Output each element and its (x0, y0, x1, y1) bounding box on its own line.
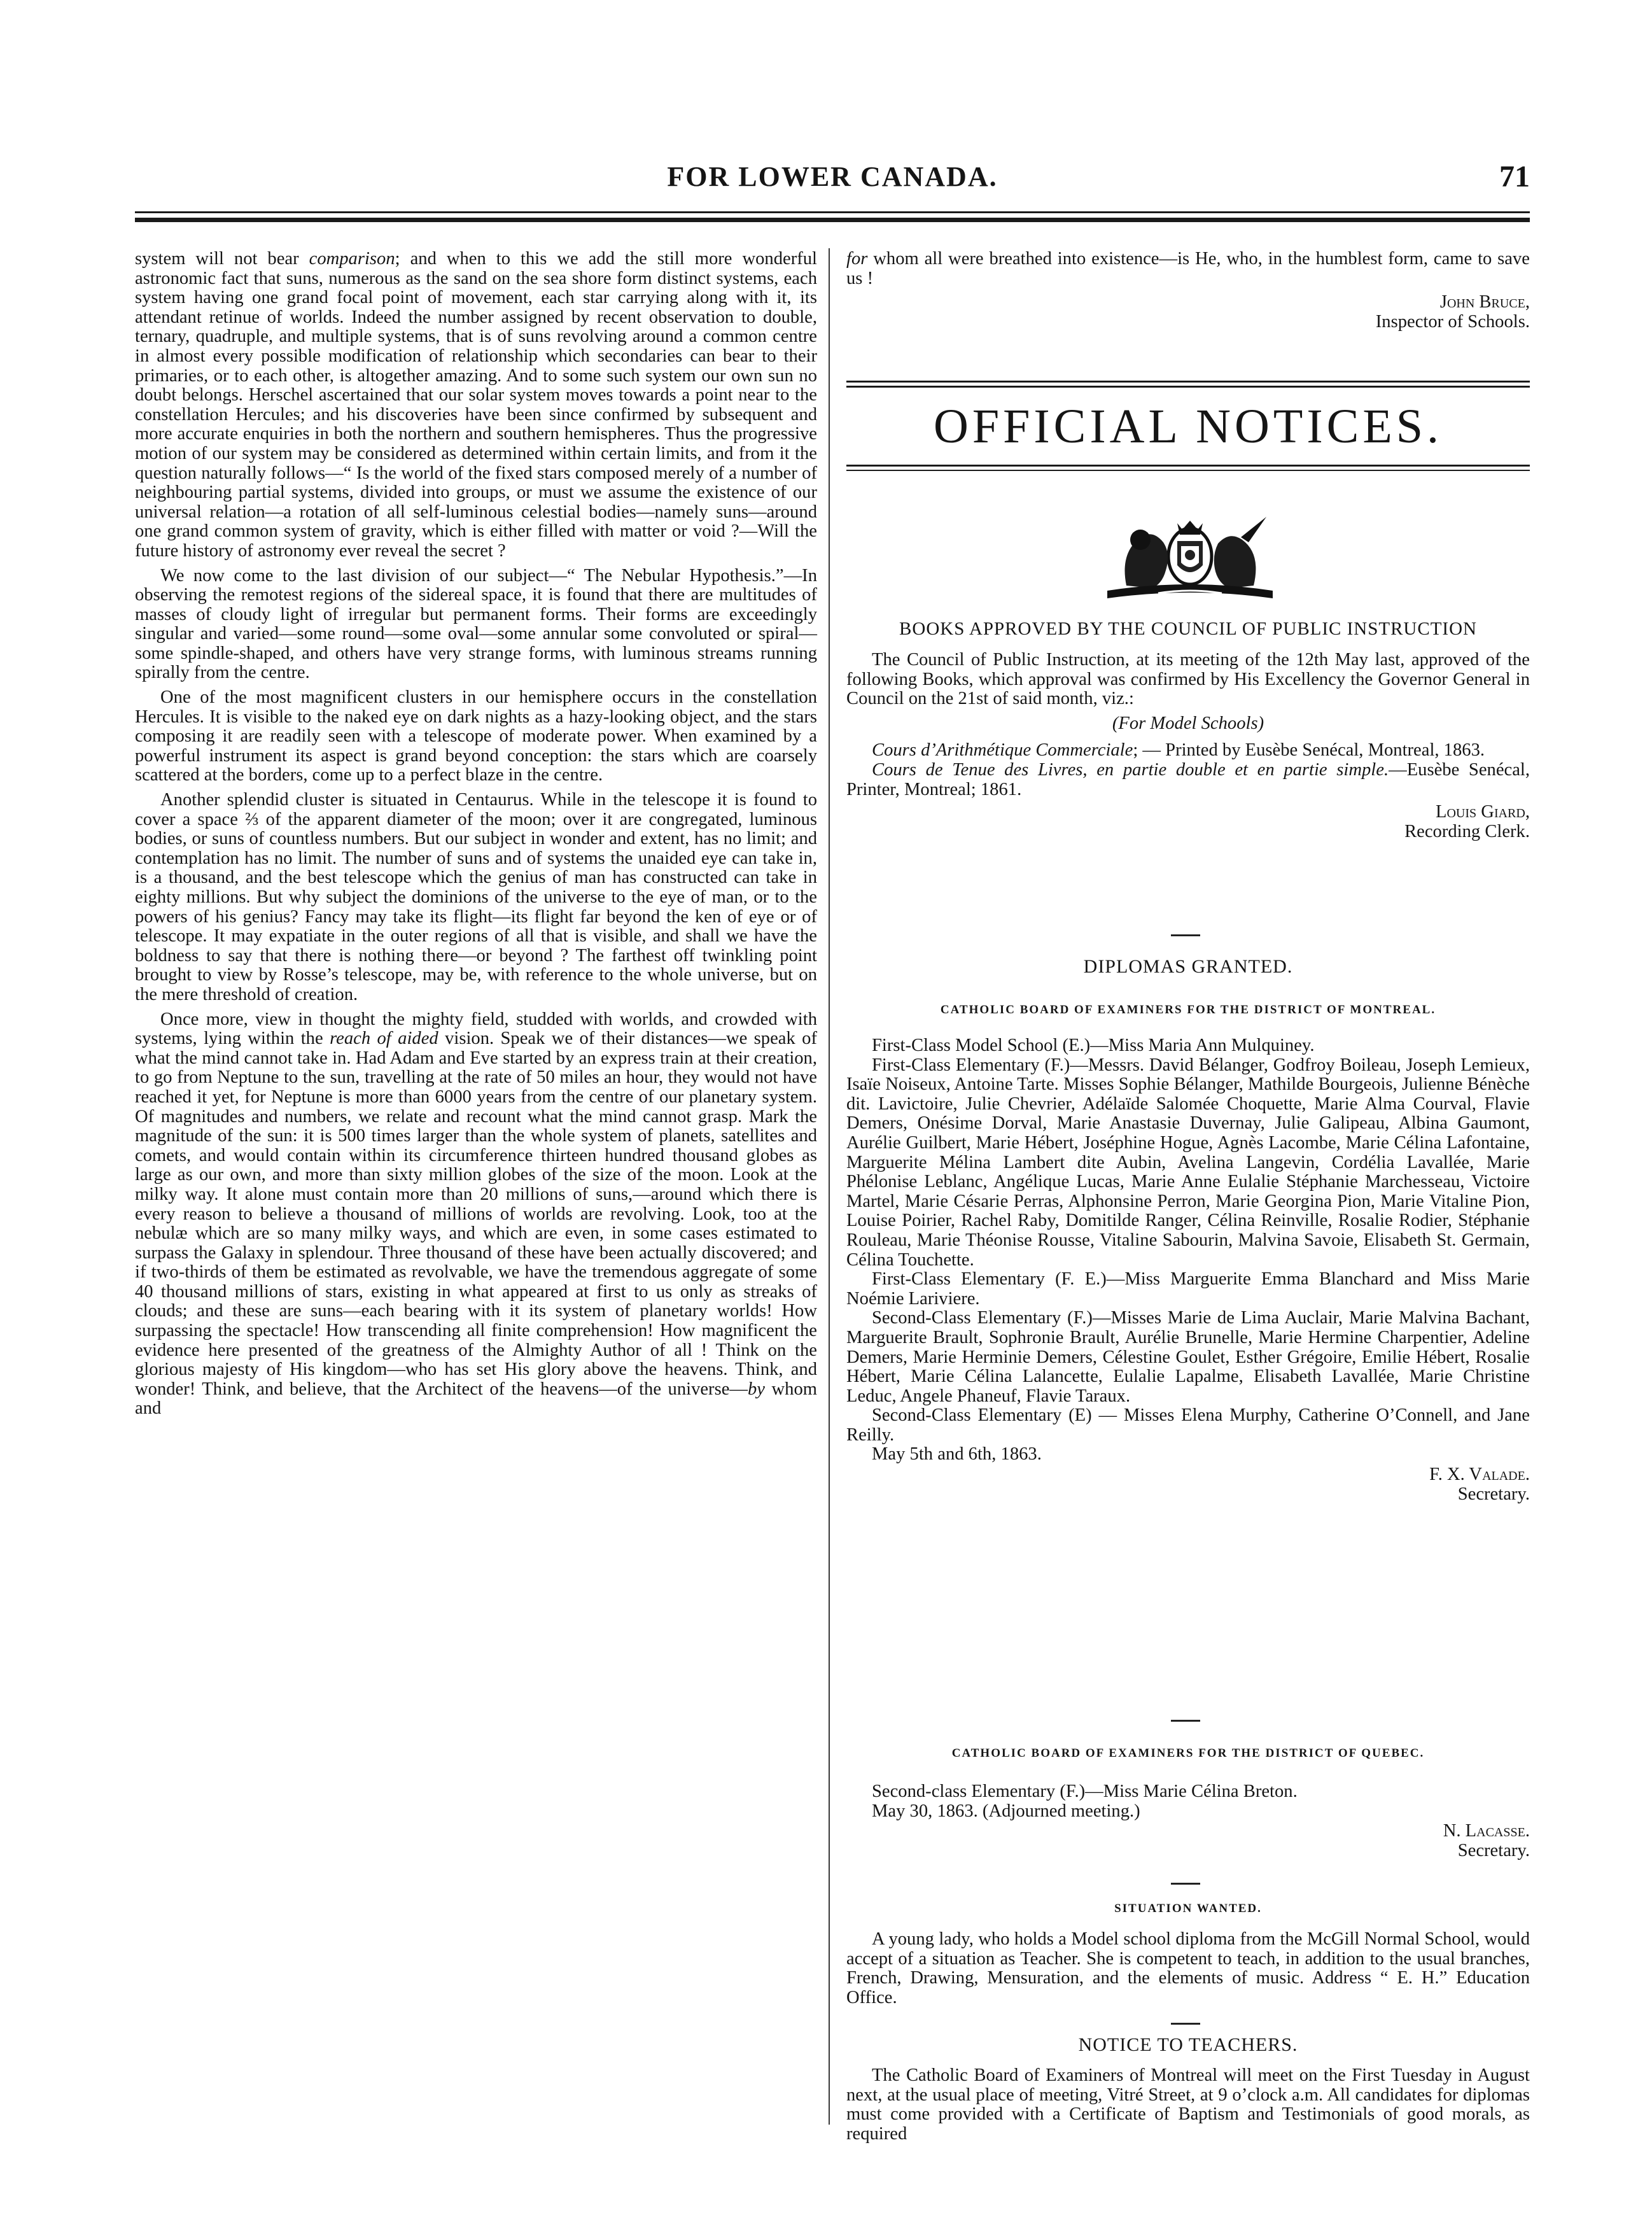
signature-title: Secretary. (1457, 1841, 1530, 1861)
situation-heading: SITUATION WANTED. (1114, 1902, 1262, 1915)
notice-to-teachers-heading: NOTICE TO TEACHERS. (1078, 2034, 1298, 2055)
diploma-entry: Second-Class Elementary (E) — Misses Elena Murphy, Catherine O’Connell, and Jane Reilly. (846, 1405, 1530, 1445)
book-entry: Cours de Tenue des Livres, en partie double et en partie simple.—Eusèbe Senécal, Printer, Montreal; 1861. (846, 759, 1530, 799)
signature-name: Louis Giard, (1436, 802, 1530, 822)
diploma-entry: Second-class Elementary (F.)—Miss Marie Célina Breton. (872, 1782, 1298, 1801)
column-divider (829, 248, 830, 2125)
books-heading: BOOKS APPROVED BY THE COUNCIL OF PUBLIC INSTRUCTION (899, 619, 1477, 639)
section-dash (1171, 1720, 1200, 1722)
model-schools-label: (For Model Schools) (1112, 713, 1264, 733)
signature-title: Recording Clerk. (1404, 822, 1530, 842)
section-dash (1171, 934, 1200, 936)
signature-title: Inspector of Schools. (1375, 312, 1530, 332)
page-number: 71 (1499, 160, 1530, 193)
situation-text: A young lady, who holds a Model school diploma from the McGill Normal School, would accept of a situation as Teacher. She is competent to teach, in addition to the usual branches, French, Drawing, Mensuration, and the elements of music. Address “ E. H.” Education Office. (846, 1929, 1530, 2008)
article-paragraph: system will not bear comparison; and when to this we add the still more wonderful astronomic fact that suns, numerous as the sand on the sea shore form distinct systems, each system having one grand focal point of movement, each star carrying along with it, its attendant retinue of worlds. Indeed the number assigned by recent observation to double, ternary, quadruple, and multiple systems, that is of suns revolving around a common centre in almost every possible modification of relationship which secondaries can bear to their primaries, or to each other, is altogether amazing. And to some such system our own sun no doubt belongs. Herschel ascertained that our solar system moves towards a point near to the constellation Hercules; and his discoveries have been since confirmed by subsequent and more accurate enquiries in both the northern and southern hemispheres. Thus the progressive motion of our system may be considered as determined within certain limits, and from it the question naturally follows—“ Is the world of the fixed stars composed merely of a number of neighbouring partial systems, divided into groups, or must we assume the existence of our universal relation—a rotation of all self-luminous celestial bodies—namely suns—around one grand common system of gravity, which is either filled with matter or void ?—Will the future history of astronomy ever reveal the secret ? (135, 249, 818, 561)
book-entry: Cours d’Arithmétique Commerciale; — Printed by Eusèbe Senécal, Montreal, 1863. (872, 740, 1485, 761)
signature-title: Secretary. (1457, 1484, 1530, 1505)
diploma-entry: Second-Class Elementary (F.)—Misses Marie de Lima Auclair, Marie Malvina Bachant, Marguerite Brault, Sophronie Brault, Aurélie Brunelle, Marie Hermine Charpentier, Adeline Demers, Marie Herminie Demers, Célestine Goulet, Esther Grégoire, Emilie Hébert, Rosalie Hébert, Marie Célina Lalancette, Eulalie Lapalme, Elisabeth Lavallée, Marie Christine Leduc, Angele Phaneuf, Flavie Taraux. (846, 1308, 1530, 1406)
running-header (135, 159, 1530, 200)
section-dash (1171, 2023, 1200, 2025)
notices-rule-top2 (846, 386, 1530, 388)
books-intro: The Council of Public Instruction, at its meeting of the 12th May last, approved of the following Books, which approval was confirmed by His Excellency the Governor General in Council on the 21st of said month, viz.: (846, 650, 1530, 709)
article-paragraph: Once more, view in thought the mighty field, studded with worlds, and crowded with systems, lying within the reach of aided vision. Speak we of their distances—we speak of what the mind cannot take in. Had Adam and Eve started by an express train at their creation, to go from Neptune to the sun, travelling at the rate of 50 miles an hour, they would not have reached it yet, for Neptune is more than 6000 years from the centre of our planetary system. Of magnitudes and numbers, we relate and recount what the mind cannot grasp. Mark the magnitude of the sun: it is 500 times larger than the whole system of planets, satellites and comets, and would contain within its circumference thirteen hundred thousand globes as large as our own, and more than sixty million globes of the size of the moon. Look at the milky way. It alone must contain more than 20 millions of suns,—around which there is every reason to believe a thousand of millions of worlds are revolving. Look, too at the nebulæ which are so many milky ways, and which are even, in some cases estimated to surpass the Galaxy in splendour. Three thousand of these have been actually discovered; and if two-thirds of them be estimated as revolvable, we have the tremendous aggregate of some 40 thousand millions of stars, existing in what appeared at first to us only as streaks of clouds; and these are suns—each bearing with it its system of planetary worlds! How surpassing the spectacle! How transcending all finite comprehension! How magnificent the evidence here presented of the greatness of the Almighty Author of all ! Think on the glorious majesty of His kingdom—who has set His glory above the heavens. Think, and wonder! Think, and believe, that the Architect of the heavens—of the universe—by whom and (135, 1009, 817, 1419)
diploma-date: May 30, 1863. (Adjourned meeting.) (872, 1801, 1140, 1821)
diplomas-list (846, 1036, 1530, 1504)
diploma-entry: First-Class Elementary (F.)—Messrs. David Bélanger, Godfroy Boileau, Joseph Lemieux, Isaïe Noiseux, Antoine Tarte. Misses Sophie Bélanger, Mathilde Bourgeois, Julienne Bénèche dit. Lavictoire, Julie Chevrier, Adélaïde Salomée Choquette, Marie Alma Courval, Flavie Demers, Onésime Dorval, Marie Anastasie Duvernay, Julie Galipeau, Albina Gaumont, Aurélie Guilbert, Marie Hébert, Joséphine Hogue, Agnès Lacombe, Marie Célina Lafontaine, Marguerite Mélina Lambert dite Aubin, Avelina Langevin, Cordélia Lavallée, Marie Phélonise Leblanc, Angélique Lucas, Marie Anne Eulalie Stéphanie Marchesseau, Victoire Martel, Marie Césarie Perras, Alphonsine Perron, Marie Georgina Pion, Marie Vitaline Pion, Louise Poirier, Rachel Raby, Domitilde Ranger, Célina Reinville, Rosalie Rodier, Stéphanie Rouleau, Marie Théonise Rousse, Vitaline Sabourin, Malvina Savoie, Elisabeth St. Germain, Célina Touchette. (846, 1055, 1530, 1270)
quebec-board-heading: CATHOLIC BOARD OF EXAMINERS FOR THE DISTRICT OF QUEBEC. (951, 1747, 1425, 1760)
header-rule-top (135, 211, 1530, 213)
diplomas-heading: DIPLOMAS GRANTED. (1083, 956, 1293, 977)
diploma-entry: First-Class Elementary (F. E.)—Miss Marguerite Emma Blanchard and Miss Marie Noémie Lariviere. (846, 1269, 1530, 1309)
situation-notice (846, 1930, 1530, 2008)
signature-name: F. X. Valade. (1429, 1465, 1530, 1485)
running-title: FOR LOWER CANADA. (667, 161, 998, 192)
diploma-entry: First-Class Model School (E.)—Miss Maria Ann Mulquiney. (872, 1036, 1315, 1055)
article-paragraph: Another splendid cluster is situated in Centaurus. While in the telescope it is found to cover a space ⅔ of the apparent diameter of the moon; over it are congregated, luminous bodies, or suns of countless numbers. But our subject in wonder and extent, has no limit; and contemplation has no limit. The number of suns and of systems the unaided eye can take in, is a thousand, and the best telescope which the genius of man has constructed can take in eighty millions. But why subject the dominions of the universe to the eye of man, or to the powers of his genius? Fancy may take its flight—its flight far beyond the ken of eye or of telescope. It may expatiate in the outer regions of all that is visible, and shall we have the boldness to say that there is nothing there—or beyond ? The farthest off twinkling point brought to view by Rosse’s telescope, may be, with reference to the whole universe, but on the mere threshold of creation. (135, 790, 817, 1004)
quebec-diplomas (846, 1782, 1530, 1860)
signature-name: N. Lacasse. (1443, 1821, 1530, 1841)
montreal-board-heading: CATHOLIC BOARD OF EXAMINERS FOR THE DISTRICT OF MONTREAL. (940, 1003, 1436, 1016)
books-notice (846, 650, 1530, 841)
section-dash (1171, 1883, 1200, 1885)
left-column (135, 250, 817, 1419)
notice-to-teachers (846, 2066, 1530, 2144)
diploma-date: May 5th and 6th, 1863. (872, 1444, 1042, 1465)
official-notices-heading: OFFICIAL NOTICES. (933, 400, 1443, 453)
article-continuation: for whom all were breathed into existence—is He, who, in the humblest form, came to save us ! John Bruce, Inspector of Schools. (846, 249, 1530, 332)
notices-rule-bottom2 (846, 470, 1530, 471)
article-paragraph: One of the most magnificent clusters in our hemisphere occurs in the constellation Hercules. It is visible to the naked eye on dark nights as a hazy-looking object, and the stars composing it are readily seen with a telescope of moderate power. When examined by a powerful instrument its aspect is grand beyond conception: the stars which are coarsely scattered at the borders, come up to a perfect blaze in the centre. (135, 687, 817, 785)
notices-rule-bottom (846, 465, 1530, 467)
header-rule-bottom (135, 218, 1530, 222)
article-paragraph: We now come to the last division of our subject—“ The Nebular Hypothesis.”—In observing the remotest regions of the sidereal space, it is found that there are multitudes of masses of cloudy light of irregular but permanent forms. Their forms are exceedingly singular and varied—some round—some oval—some annular some convoluted or spiral—some spindle-shaped, and others have very strange forms, with luminous streams running spirally from the centre. (135, 565, 817, 683)
signature-name: John Bruce, (1439, 292, 1530, 313)
notices-rule-top (846, 381, 1530, 383)
coat-of-arms (1082, 509, 1298, 605)
notice-text: The Catholic Board of Examiners of Montreal will meet on the First Tuesday in August next, at the usual place of meeting, Vitré Street, at 9 o’clock a.m. All candidates for diplomas must come provided with a Certificate of Baptism and Testimonials of good morals, as required (846, 2065, 1530, 2144)
